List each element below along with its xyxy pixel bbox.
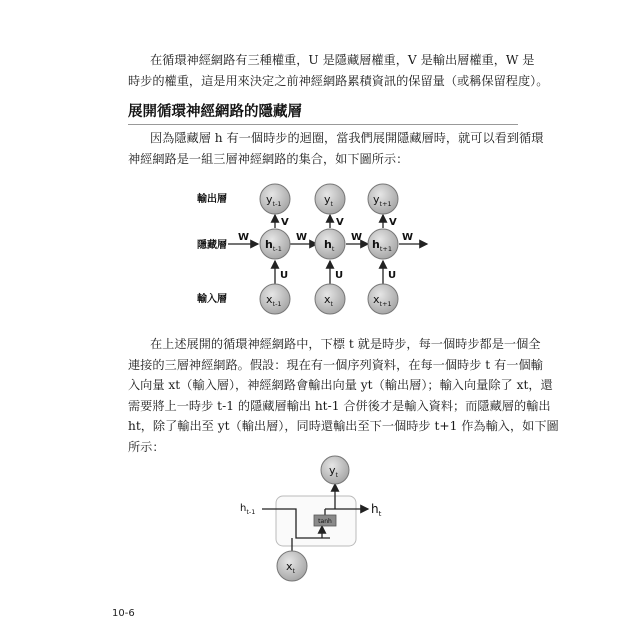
weight-u-label: U bbox=[280, 270, 289, 281]
weight-u-label: U bbox=[335, 270, 344, 281]
cell-output-label: $y_t$ bbox=[329, 464, 339, 479]
hidden-node-label: $h_{t-1}$ bbox=[265, 238, 282, 253]
page-number: 10-6 bbox=[112, 608, 135, 619]
output-node-label: $y_t$ bbox=[324, 193, 334, 208]
section-line-1: 因為隱藏層 h 有一個時步的迴圈，當我們展開隱藏層時，就可以看到循環 bbox=[150, 131, 544, 145]
output-node-label: $y_{t+1}$ bbox=[373, 193, 392, 208]
hidden-node-label: $h_{t+1}$ bbox=[372, 238, 392, 253]
explanation-line-5: ht，除了輸出至 yt（輸出層），同時還輸出至下一個時步 t+1 作為輸入，如下圖 bbox=[128, 419, 559, 433]
h-prev-label: $h_{t-1}$ bbox=[240, 503, 256, 516]
tanh-label: tanh bbox=[318, 518, 332, 525]
weight-v-label: V bbox=[281, 217, 289, 228]
h-out-label: $h_t$ bbox=[371, 502, 382, 518]
label-hidden-layer: 隱藏層 bbox=[197, 240, 227, 251]
section-heading: 展開循環神經網路的隱藏層 bbox=[128, 100, 518, 125]
explanation-line-3: 入向量 xt（輸入層），神經網路會輸出向量 yt（輸出層）；輸入向量除了 xt，還 bbox=[128, 378, 553, 392]
weight-w-label: W bbox=[238, 232, 250, 243]
explanation-line-1: 在上述展開的循環神經網路中，下標 t 就是時步，每一個時步都是一個全 bbox=[150, 337, 541, 351]
output-node-label: $y_{t-1}$ bbox=[266, 193, 282, 208]
hidden-node-label: $h_t$ bbox=[324, 238, 335, 253]
intro-line-1: 在循環神經網路有三種權重，U 是隱藏層權重，V 是輸出層權重，W 是 bbox=[150, 53, 535, 67]
label-input-layer: 輸入層 bbox=[197, 294, 227, 305]
explanation-line-2: 連接的三層神經網路。假設：現在有一個序列資料，在每一個時步 t 有一個輸 bbox=[128, 357, 543, 372]
label-output-layer: 輸出層 bbox=[197, 194, 227, 205]
explanation-line-6: 所示： bbox=[128, 439, 165, 454]
cell-input-label: $x_t$ bbox=[286, 560, 296, 575]
section-line-2: 神經網路是一組三層神經網路的集合，如下圖所示： bbox=[128, 151, 409, 166]
weight-w-label: W bbox=[351, 232, 363, 243]
input-node-label: $x_{t-1}$ bbox=[266, 293, 282, 308]
input-node-label: $x_{t+1}$ bbox=[373, 293, 392, 308]
weight-u-label: U bbox=[388, 270, 397, 281]
weight-w-label: W bbox=[296, 232, 308, 243]
weight-w-label: W bbox=[402, 232, 414, 243]
weight-v-label: V bbox=[389, 217, 397, 228]
explanation-line-4: 需要將上一時步 t-1 的隱藏層輸出 ht-1 合併後才是輸入資料；而隱藏層的輸出 bbox=[128, 398, 551, 413]
intro-line-2: 時步的權重，這是用來決定之前神經網路累積資訊的保留量（或稱保留程度）。 bbox=[128, 73, 549, 88]
weight-v-label: V bbox=[336, 217, 344, 228]
input-node-label: $x_t$ bbox=[324, 293, 334, 308]
